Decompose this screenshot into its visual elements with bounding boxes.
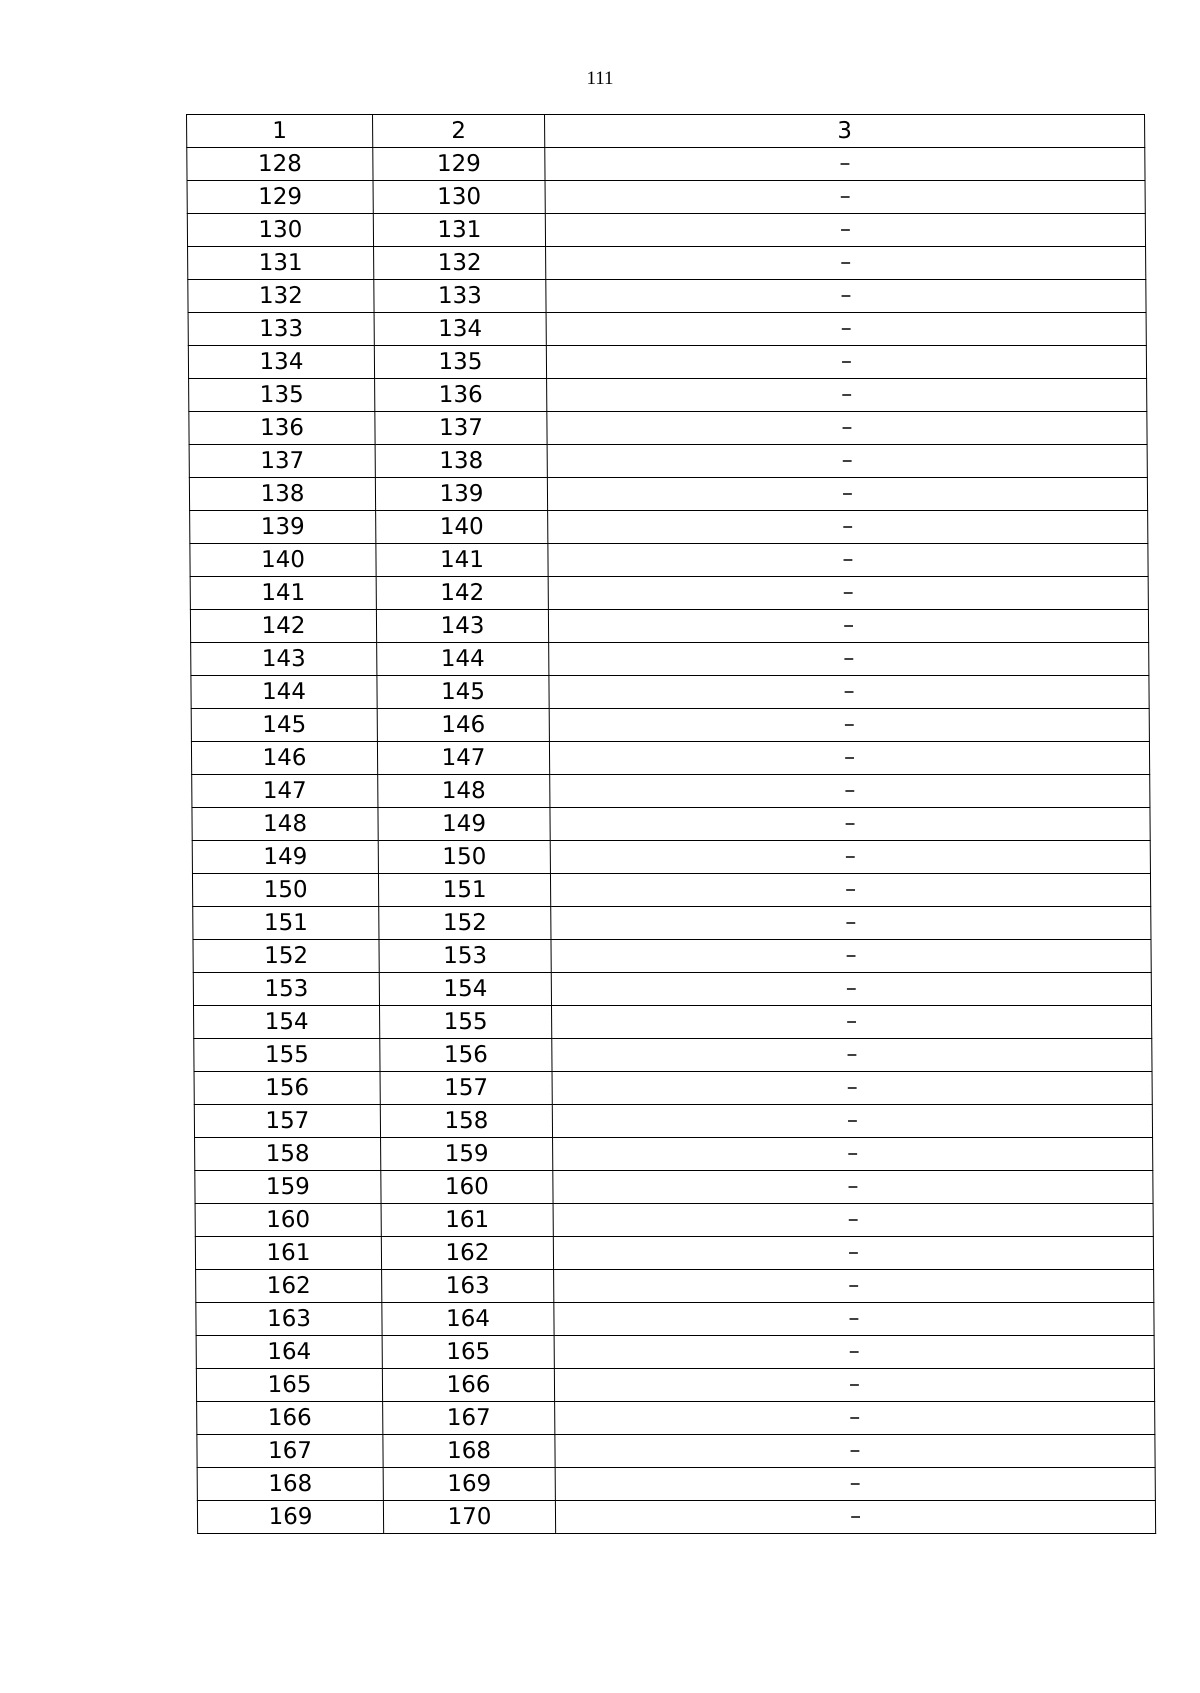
table-cell-col-3: – — [548, 544, 1148, 577]
table-row — [189, 445, 1147, 478]
table-cell-col-2: 155 — [380, 1006, 552, 1039]
table-cell-col-1: 130 — [187, 214, 373, 247]
table-cell-col-3: – — [551, 973, 1151, 1006]
table-cell-col-1: 140 — [190, 544, 376, 577]
table-cell-col-2: 147 — [377, 742, 549, 775]
table-cell-col-2: 149 — [378, 808, 550, 841]
table-row — [193, 907, 1151, 940]
table-cell-col-2: 162 — [381, 1237, 553, 1270]
table-cell-col-3: – — [548, 610, 1148, 643]
table-cell-col-3: – — [546, 346, 1146, 379]
table-cell-col-2: 135 — [374, 346, 546, 379]
table-cell-col-1: 148 — [192, 808, 378, 841]
table-cell-col-3: – — [547, 412, 1147, 445]
table-cell-col-1: 146 — [191, 742, 377, 775]
table-cell-col-1: 133 — [188, 313, 374, 346]
table-cell-col-2: 163 — [382, 1270, 554, 1303]
table-row — [196, 1369, 1154, 1402]
table-cell-col-3: – — [552, 1039, 1152, 1072]
table-cell-col-1: 160 — [195, 1204, 381, 1237]
page-number-container — [0, 68, 1200, 90]
table-cell-col-3: – — [553, 1138, 1153, 1171]
table-cell-col-2: 154 — [379, 973, 551, 1006]
table-cell-col-3: – — [550, 808, 1150, 841]
table-cell-col-1: 132 — [188, 280, 374, 313]
table-cell-col-3: – — [546, 280, 1146, 313]
table-cell-col-1: 142 — [190, 610, 376, 643]
table-row — [187, 181, 1145, 214]
table-cell-col-2: 146 — [377, 709, 549, 742]
table-cell-col-1: 131 — [188, 247, 374, 280]
table-cell-col-2: 151 — [378, 874, 550, 907]
table-row — [190, 577, 1148, 610]
table-cell-col-3: – — [548, 511, 1148, 544]
table-row — [189, 478, 1147, 511]
table-row — [189, 379, 1147, 412]
table-cell-col-1: 137 — [189, 445, 375, 478]
table-cell-col-2: 134 — [374, 313, 546, 346]
table-row — [193, 973, 1151, 1006]
table-cell-col-1: 153 — [193, 973, 379, 1006]
table-cell-col-2: 144 — [377, 643, 549, 676]
table-cell-col-2: 169 — [383, 1468, 555, 1501]
table-cell-col-3: – — [547, 445, 1147, 478]
table-cell-col-2: 132 — [374, 247, 546, 280]
table-row — [187, 148, 1145, 181]
table-row — [194, 1006, 1152, 1039]
table-row — [196, 1270, 1154, 1303]
table-body — [187, 148, 1156, 1534]
table-cell-col-1: 149 — [192, 841, 378, 874]
header-cell-1: 1 — [187, 115, 373, 148]
table-cell-col-3: – — [555, 1402, 1155, 1435]
table-cell-col-2: 133 — [374, 280, 546, 313]
table-cell-col-3: – — [551, 940, 1151, 973]
table-cell-col-2: 140 — [376, 511, 548, 544]
table-cell-col-1: 169 — [197, 1501, 383, 1534]
table-cell-col-3: – — [555, 1468, 1155, 1501]
table-row — [197, 1501, 1155, 1534]
table-cell-col-2: 156 — [380, 1039, 552, 1072]
table-cell-col-2: 130 — [373, 181, 545, 214]
table-cell-col-3: – — [549, 643, 1149, 676]
header-cell-3: 3 — [545, 115, 1145, 148]
table-row — [194, 1105, 1152, 1138]
header-cell-2: 2 — [373, 115, 545, 148]
table-cell-col-1: 155 — [194, 1039, 380, 1072]
table-row — [195, 1138, 1153, 1171]
table-row — [192, 874, 1150, 907]
table-cell-col-3: – — [553, 1204, 1153, 1237]
table-row — [194, 1072, 1152, 1105]
table-cell-col-2: 136 — [375, 379, 547, 412]
table-row — [187, 214, 1145, 247]
table-cell-col-1: 168 — [197, 1468, 383, 1501]
table-cell-col-3: – — [553, 1171, 1153, 1204]
table-cell-col-3: – — [549, 709, 1149, 742]
table-cell-col-2: 166 — [382, 1369, 554, 1402]
table-cell-col-2: 142 — [376, 577, 548, 610]
table-cell-col-3: – — [550, 775, 1150, 808]
table-cell-col-2: 150 — [378, 841, 550, 874]
table-cell-col-2: 153 — [379, 940, 551, 973]
table-cell-col-2: 170 — [383, 1501, 555, 1534]
table-cell-col-2: 164 — [382, 1303, 554, 1336]
table-cell-col-3: – — [550, 841, 1150, 874]
table-cell-col-1: 138 — [189, 478, 375, 511]
table-cell-col-3: – — [550, 874, 1150, 907]
table-cell-col-3: – — [555, 1435, 1155, 1468]
table-row — [192, 841, 1150, 874]
table-cell-col-1: 134 — [188, 346, 374, 379]
table-row — [190, 610, 1148, 643]
table-cell-col-1: 147 — [192, 775, 378, 808]
table-row — [188, 313, 1146, 346]
table-row — [194, 1039, 1152, 1072]
table-cell-col-1: 136 — [189, 412, 375, 445]
table-cell-col-2: 168 — [383, 1435, 555, 1468]
table-cell-col-2: 160 — [381, 1171, 553, 1204]
table-cell-col-2: 165 — [382, 1336, 554, 1369]
table-cell-col-1: 144 — [191, 676, 377, 709]
table-row — [192, 808, 1150, 841]
header-row — [187, 115, 1145, 148]
table-row — [192, 775, 1150, 808]
table-row — [188, 346, 1146, 379]
table-cell-col-1: 159 — [195, 1171, 381, 1204]
table-cell-col-1: 156 — [194, 1072, 380, 1105]
table-cell-col-1: 167 — [197, 1435, 383, 1468]
table-cell-col-1: 151 — [193, 907, 379, 940]
table-cell-col-2: 157 — [380, 1072, 552, 1105]
table-cell-col-3: – — [554, 1336, 1154, 1369]
table-cell-col-2: 138 — [375, 445, 547, 478]
table-cell-col-1: 165 — [196, 1369, 382, 1402]
table-row — [195, 1237, 1153, 1270]
table-row — [189, 412, 1147, 445]
table-cell-col-3: – — [552, 1105, 1152, 1138]
table-row — [191, 643, 1149, 676]
table-cell-col-2: 137 — [375, 412, 547, 445]
table-row — [190, 544, 1148, 577]
table-cell-col-2: 131 — [373, 214, 545, 247]
table-cell-col-1: 145 — [191, 709, 377, 742]
table-cell-col-1: 150 — [192, 874, 378, 907]
table-cell-col-1: 162 — [196, 1270, 382, 1303]
table-cell-col-3: – — [553, 1237, 1153, 1270]
table-cell-col-2: 161 — [381, 1204, 553, 1237]
table-cell-col-2: 158 — [380, 1105, 552, 1138]
table-cell-col-3: – — [552, 1006, 1152, 1039]
table-cell-col-2: 129 — [373, 148, 545, 181]
table-cell-col-3: – — [555, 1501, 1155, 1534]
table-row — [197, 1402, 1155, 1435]
table-cell-col-1: 152 — [193, 940, 379, 973]
table-cell-col-3: – — [546, 247, 1146, 280]
table-cell-col-2: 139 — [375, 478, 547, 511]
table-cell-col-2: 141 — [376, 544, 548, 577]
table-cell-col-1: 129 — [187, 181, 373, 214]
table-cell-col-1: 128 — [187, 148, 373, 181]
table-cell-col-3: – — [545, 181, 1145, 214]
table-row — [197, 1468, 1155, 1501]
table-cell-col-3: – — [548, 577, 1148, 610]
table-cell-col-1: 143 — [191, 643, 377, 676]
table-cell-col-1: 166 — [197, 1402, 383, 1435]
table-cell-col-2: 148 — [378, 775, 550, 808]
data-table — [186, 114, 1156, 1534]
table-row — [195, 1171, 1153, 1204]
table-row — [191, 709, 1149, 742]
table-row — [191, 676, 1149, 709]
table-cell-col-3: – — [545, 214, 1145, 247]
table-row — [195, 1204, 1153, 1237]
table-row — [196, 1336, 1154, 1369]
table-cell-col-3: – — [554, 1270, 1154, 1303]
table-cell-col-2: 167 — [383, 1402, 555, 1435]
table-cell-col-3: – — [549, 676, 1149, 709]
table-cell-col-1: 163 — [196, 1303, 382, 1336]
table-cell-col-1: 141 — [190, 577, 376, 610]
table-row — [188, 247, 1146, 280]
table-cell-col-3: – — [546, 313, 1146, 346]
table-container — [186, 114, 1156, 1534]
table-cell-col-1: 154 — [194, 1006, 380, 1039]
table-cell-col-2: 145 — [377, 676, 549, 709]
table-row — [190, 511, 1148, 544]
table-header — [187, 115, 1145, 148]
table-cell-col-3: – — [552, 1072, 1152, 1105]
table-cell-col-3: – — [547, 379, 1147, 412]
table-cell-col-3: – — [549, 742, 1149, 775]
table-cell-col-1: 139 — [190, 511, 376, 544]
table-row — [193, 940, 1151, 973]
table-cell-col-1: 158 — [195, 1138, 381, 1171]
page-number: 111 — [586, 68, 614, 89]
table-row — [197, 1435, 1155, 1468]
table-row — [191, 742, 1149, 775]
table-cell-col-1: 161 — [195, 1237, 381, 1270]
table-cell-col-2: 152 — [379, 907, 551, 940]
table-row — [196, 1303, 1154, 1336]
table-cell-col-3: – — [547, 478, 1147, 511]
table-cell-col-3: – — [554, 1369, 1154, 1402]
table-cell-col-3: – — [545, 148, 1145, 181]
table-cell-col-1: 157 — [194, 1105, 380, 1138]
table-cell-col-1: 164 — [196, 1336, 382, 1369]
table-cell-col-2: 159 — [381, 1138, 553, 1171]
table-cell-col-3: – — [551, 907, 1151, 940]
table-row — [188, 280, 1146, 313]
table-cell-col-1: 135 — [189, 379, 375, 412]
table-cell-col-3: – — [554, 1303, 1154, 1336]
table-cell-col-2: 143 — [376, 610, 548, 643]
